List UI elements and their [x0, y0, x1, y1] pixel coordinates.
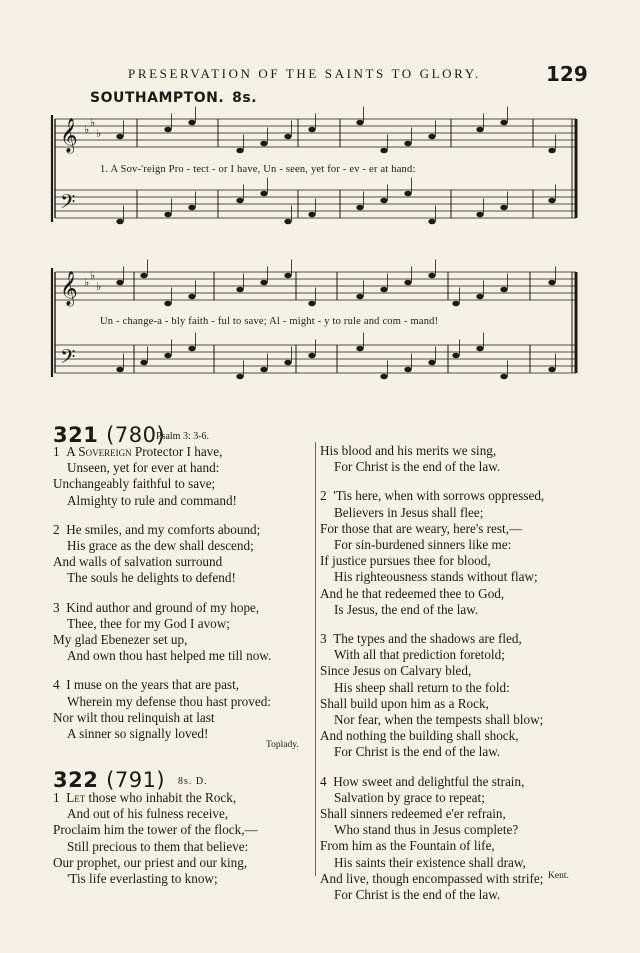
verse-line: His grace as the dew shall descend;	[67, 538, 254, 554]
treble-clef-icon: 𝄞	[60, 271, 78, 306]
hymn-322-author: Kent.	[548, 871, 569, 881]
bass-clef-icon: 𝄢	[60, 190, 76, 218]
note-head	[500, 374, 507, 379]
verse-line: And nothing the building shall shock,	[320, 728, 519, 744]
note-head	[308, 301, 315, 306]
flat-icon: ♭	[84, 276, 90, 289]
verse-line: Shall build upon him as a Rock,	[320, 695, 489, 711]
hymn-322-stanza-2-first: 2 'Tis here, when with sorrows oppressed,	[320, 488, 545, 504]
note-head	[188, 346, 195, 351]
verse-line: A sinner so signally loved!	[67, 726, 209, 742]
flat-icon: ♭	[90, 116, 96, 129]
verse-line: Unchangeably faithful to save;	[53, 476, 216, 492]
verse-line: Since Jesus on Calvary bled,	[320, 663, 472, 679]
flat-icon: ♭	[96, 127, 102, 140]
note-head	[476, 294, 483, 299]
note-head	[164, 353, 171, 358]
verse-line: With all that prediction foretold;	[334, 647, 505, 663]
note-head	[548, 367, 555, 372]
note-head	[404, 141, 411, 146]
note-head	[260, 280, 267, 285]
hymn-321-text	[53, 444, 271, 742]
hymn-322-stanza-1	[53, 790, 258, 887]
verse-line: And walls of salvation surround	[53, 554, 223, 570]
verse-line: Is Jesus, the end of the law.	[334, 601, 479, 617]
note-head	[308, 212, 315, 217]
note-head	[500, 287, 507, 292]
note-head	[428, 273, 435, 278]
note-head	[140, 360, 147, 365]
verse-line: From him as the Fountain of life,	[320, 838, 495, 854]
note-head	[356, 294, 363, 299]
verse-line: For Christ is the end of the law.	[334, 887, 501, 903]
flat-icon: ♭	[90, 269, 96, 282]
flat-icon: ♭	[84, 123, 90, 136]
hymn-322-alt-number: (791)	[106, 768, 166, 792]
note-head	[188, 205, 195, 210]
column-divider	[315, 442, 316, 876]
verse-line: For those that are weary, here's rest,—	[320, 520, 523, 536]
note-head	[116, 280, 123, 285]
note-head	[308, 353, 315, 358]
hymn-322-number: 322	[53, 768, 99, 792]
note-head	[548, 198, 555, 203]
note-head	[308, 127, 315, 132]
verse-line: Almighty to rule and command!	[67, 492, 237, 508]
verse-line: If justice pursues thee for blood,	[320, 553, 491, 569]
hymn-322-right-column	[320, 443, 544, 903]
note-head	[164, 127, 171, 132]
verse-line: His blood and his merits we sing,	[320, 443, 497, 458]
note-head	[452, 301, 459, 306]
note-head	[236, 148, 243, 153]
note-head	[404, 367, 411, 372]
hymn-321-alt-number: (780)	[106, 423, 166, 447]
verse-line: Proclaim him the tower of the flock,—	[53, 822, 258, 838]
verse-line: The souls he delights to defend!	[67, 570, 236, 586]
note-head	[356, 346, 363, 351]
hymn-321-scripture: Psalm 3: 3-6.	[156, 431, 210, 442]
note-head	[236, 287, 243, 292]
hymn-321-stanza-1-first: 1 A Sovereign Protector I have,	[53, 444, 223, 459]
tune-meter: 8s.	[232, 90, 258, 106]
note-head	[260, 191, 267, 196]
note-head	[284, 360, 291, 365]
hymn-321-stanza-3-first: 3 Kind author and ground of my hope,	[53, 599, 260, 615]
note-head	[164, 212, 171, 217]
verse-line: And own thou hast helped me till now.	[67, 648, 272, 664]
running-title: PRESERVATION OF THE SAINTS TO GLORY.	[128, 66, 481, 81]
verse-line: 'Tis life everlasting to know;	[67, 871, 218, 887]
note-head	[188, 294, 195, 299]
verse-line: His saints their existence shall draw,	[334, 854, 526, 870]
note-head	[116, 134, 123, 139]
verse-line: Unseen, yet for ever at hand:	[67, 460, 220, 476]
note-head	[476, 212, 483, 217]
note-head	[284, 273, 291, 278]
note-head	[140, 273, 147, 278]
verse-line: Nor wilt thou relinquish at last	[53, 709, 215, 725]
note-head	[284, 219, 291, 224]
note-head	[116, 367, 123, 372]
hymn-322-meter: 8s. D.	[178, 776, 208, 787]
hymn-322-stanza-4-first: 4 How sweet and delightful the strain,	[320, 773, 525, 789]
note-head	[236, 198, 243, 203]
hymn-321-stanza-2-first: 2 He smiles, and my comforts abound;	[53, 521, 261, 537]
note-head	[380, 148, 387, 153]
note-head	[356, 120, 363, 125]
verse-line: Wherein my defense thou hast proved:	[67, 693, 271, 709]
note-head	[380, 198, 387, 203]
note-head	[500, 205, 507, 210]
verse-line: Who stand thus in Jesus complete?	[334, 822, 519, 838]
note-head	[404, 280, 411, 285]
verse-line: Thee, thee for my God I avow;	[67, 615, 230, 631]
verse-line: And out of his fulness receive,	[67, 806, 229, 822]
note-head	[236, 374, 243, 379]
note-head	[452, 353, 459, 358]
note-head	[476, 127, 483, 132]
note-head	[380, 374, 387, 379]
note-head	[476, 346, 483, 351]
note-head	[500, 120, 507, 125]
verse-line: For sin-burdened sinners like me:	[334, 537, 512, 553]
tune-name: SOUTHAMPTON.	[90, 90, 225, 106]
verse-line: Salvation by grace to repeat;	[334, 789, 485, 805]
note-head	[380, 287, 387, 292]
hymn-321-number: 321	[53, 423, 99, 447]
verse-line: His righteousness stands without flaw;	[334, 569, 538, 585]
note-head	[428, 134, 435, 139]
bass-clef-icon: 𝄢	[60, 345, 76, 373]
verse-line: Believers in Jesus shall flee;	[334, 504, 484, 520]
hymn-322-stanza-3-first: 3 The types and the shadows are fled,	[320, 631, 522, 647]
verse-line: Our prophet, our priest and our king,	[53, 854, 248, 870]
page-number: 129	[546, 62, 588, 86]
flat-icon: ♭	[96, 280, 102, 293]
lyrics-line-1: 1. A Sov-'reign Pro - tect - or I have, Un - seen, yet for - ev - er at hand:	[100, 164, 416, 175]
note-head	[260, 367, 267, 372]
note-head	[404, 191, 411, 196]
hymn-321-stanza-4-first: 4 I muse on the years that are past,	[53, 677, 240, 693]
lyrics-line-2: Un - change-a - bly faith - ful to save; Al - might - y to rule and com - mand!	[100, 316, 439, 327]
verse-line: My glad Ebenezer set up,	[53, 632, 188, 648]
note-head	[356, 205, 363, 210]
hymn-322-heading	[53, 768, 165, 792]
note-head	[284, 134, 291, 139]
verse-line: For Christ is the end of the law.	[334, 459, 501, 475]
verse-line: His sheep shall return to the fold:	[334, 679, 510, 695]
note-head	[188, 120, 195, 125]
note-head	[428, 219, 435, 224]
verse-line: Still precious to them that believe:	[67, 838, 249, 854]
note-head	[548, 280, 555, 285]
verse-line: Nor fear, when the tempests shall blow;	[334, 712, 544, 728]
treble-clef-icon: 𝄞	[60, 118, 78, 153]
note-head	[164, 301, 171, 306]
verse-line: Shall sinners redeemed e'er refrain,	[320, 806, 506, 822]
verse-line: For Christ is the end of the law.	[334, 744, 501, 760]
note-head	[548, 148, 555, 153]
hymn-322-stanza-1-first: 1 Let those who inhabit the Rock,	[53, 790, 237, 805]
note-head	[260, 141, 267, 146]
verse-line: And live, though encompassed with strife;	[320, 870, 544, 886]
hymn-321-author: Toplady.	[266, 740, 299, 750]
note-head	[428, 360, 435, 365]
note-head	[116, 219, 123, 224]
verse-line: And he that redeemed thee to God,	[320, 585, 505, 601]
